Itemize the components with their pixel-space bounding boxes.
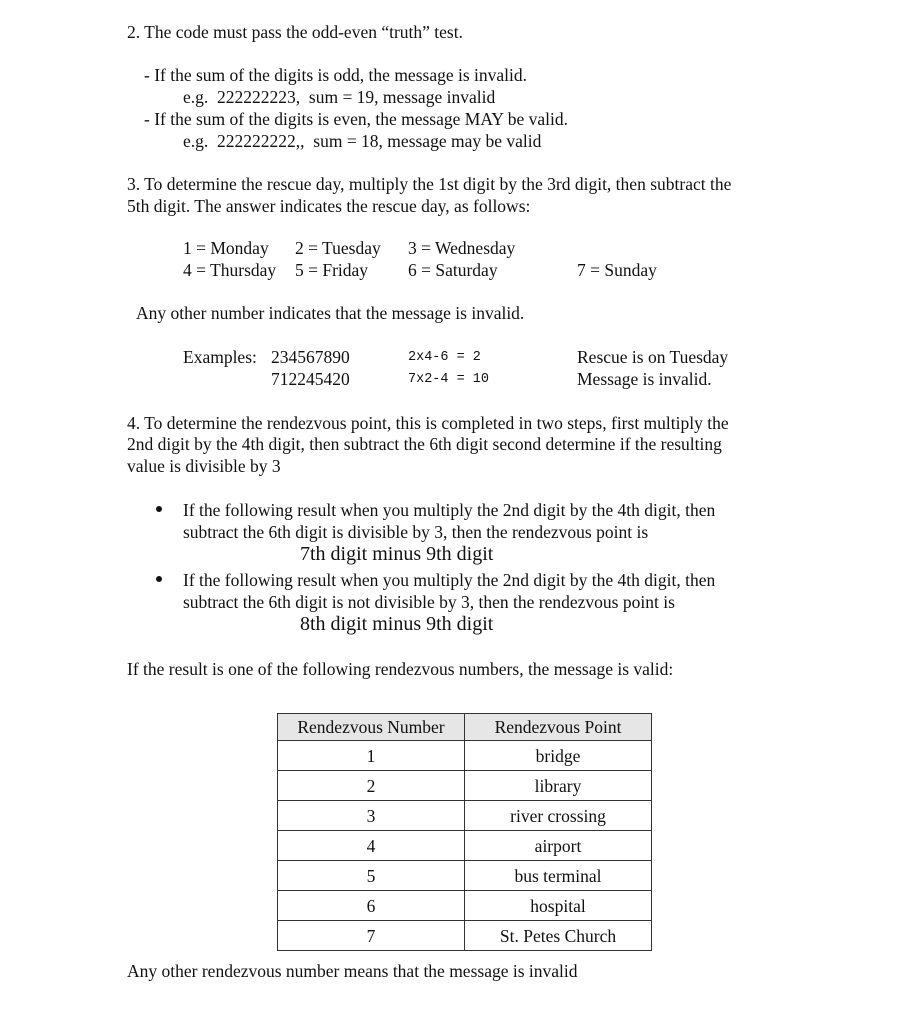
day-thursday: 4 = Thursday	[183, 260, 277, 280]
example1-result: Rescue is on Tuesday	[577, 347, 729, 367]
example1-calc: 2x4-6 = 2	[408, 350, 481, 365]
bullet1-line2: subtract the 6th digit is divisible by 3, then the rendezvous point is	[183, 522, 649, 542]
example1-code: 234567890	[271, 347, 350, 367]
rendezvous-point-cell: hospital	[465, 891, 652, 921]
bullet1-formula: 7th digit minus 9th digit	[300, 543, 494, 565]
header-rendezvous-point: Rendezvous Point	[465, 714, 652, 741]
bullet-icon	[156, 506, 162, 512]
bullet2-line1: If the following result when you multiply the 2nd digit by the 4th digit, then	[183, 570, 716, 590]
bullet2-formula: 8th digit minus 9th digit	[300, 613, 494, 635]
bullet1-line1: If the following result when you multiply the 2nd digit by the 4th digit, then	[183, 500, 716, 520]
odd-example: e.g. 222222223, sum = 19, message invalid	[183, 87, 496, 107]
table-row	[278, 741, 652, 771]
day-friday: 5 = Friday	[295, 260, 369, 280]
rendezvous-number-cell: 5	[278, 861, 465, 891]
section3-line2: 5th digit. The answer indicates the rescue day, as follows:	[127, 196, 531, 216]
day-wednesday: 3 = Wednesday	[408, 238, 516, 258]
section3-line1: 3. To determine the rescue day, multiply the 1st digit by the 3rd digit, then subtract the	[127, 174, 732, 194]
rendezvous-number-cell: 3	[278, 801, 465, 831]
rendezvous-intro: If the result is one of the following rendezvous numbers, the message is valid:	[127, 659, 674, 679]
day-saturday: 6 = Saturday	[408, 260, 498, 280]
odd-rule: - If the sum of the digits is odd, the message is invalid.	[144, 65, 528, 85]
rendezvous-footer: Any other rendezvous number means that the message is invalid	[127, 961, 578, 981]
day-tuesday: 2 = Tuesday	[295, 238, 381, 258]
rendezvous-number-cell: 7	[278, 921, 465, 951]
rendezvous-point-cell: bus terminal	[465, 861, 652, 891]
rendezvous-number-cell: 2	[278, 771, 465, 801]
rendezvous-point-cell: St. Petes Church	[465, 921, 652, 951]
section4-line1: 4. To determine the rendezvous point, this is completed in two steps, first multiply the	[127, 413, 729, 433]
rendezvous-number-cell: 4	[278, 831, 465, 861]
bullet-icon	[156, 576, 162, 582]
table-row	[278, 801, 652, 831]
table-row	[278, 921, 652, 951]
table-header-row	[278, 714, 652, 741]
example2-result: Message is invalid.	[577, 369, 712, 389]
rendezvous-table	[277, 713, 652, 951]
day-sunday: 7 = Sunday	[577, 260, 657, 280]
table-row	[278, 831, 652, 861]
rendezvous-number-cell: 6	[278, 891, 465, 921]
day-monday: 1 = Monday	[183, 238, 269, 258]
header-rendezvous-number: Rendezvous Number	[278, 714, 465, 741]
rendezvous-point-cell: river crossing	[465, 801, 652, 831]
section2-heading: 2. The code must pass the odd-even “truth” test.	[127, 22, 463, 42]
invalid-day-note: Any other number indicates that the message is invalid.	[136, 303, 525, 323]
table-row	[278, 891, 652, 921]
examples-label: Examples:	[183, 347, 257, 367]
rendezvous-point-cell: airport	[465, 831, 652, 861]
example2-calc: 7x2-4 = 10	[408, 372, 490, 387]
section4-line3: value is divisible by 3	[127, 456, 281, 476]
table-row	[278, 861, 652, 891]
table-row	[278, 771, 652, 801]
rendezvous-number-cell: 1	[278, 741, 465, 771]
example2-code: 712245420	[271, 369, 350, 389]
rendezvous-point-cell: library	[465, 771, 652, 801]
section4-line2: 2nd digit by the 4th digit, then subtract the 6th digit second determine if the resulting	[127, 434, 722, 454]
rendezvous-point-cell: bridge	[465, 741, 652, 771]
even-example: e.g. 222222222,, sum = 18, message may be valid	[183, 131, 542, 151]
even-rule: - If the sum of the digits is even, the message MAY be valid.	[144, 109, 568, 129]
bullet2-line2: subtract the 6th digit is not divisible by 3, then the rendezvous point is	[183, 592, 675, 612]
